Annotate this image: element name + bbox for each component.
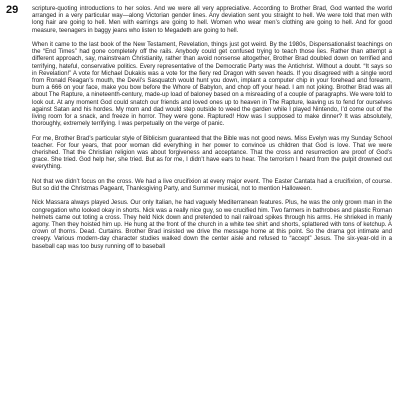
paragraph: Nick Massara always played Jesus. Our only Italian, he had vaguely Mediterranean features. Plus, he was the only grown man in the congregation who looked okay in shorts. Nick was a really nice guy, so we crucified him. Two farmers in bathrobes and plastic Roman helmets came out toting a cross. They held Nick down and pretended to nail railroad spikes through his arms. He shrieked in manly agony. Then they hoisted him up. He hung at the front of the church in a white tee shirt and shorts, splattered with tons of ketchup. A crown of thorns. Dead. Curtains. Brother Brad insisted we drive the message home at this point. So the drama got intimate and creepy. Various modern-day character studies walked down the center aisle and refused to “accept” Jesus. The six-year-old in a baseball cap was too busy running off to baseball	[32, 199, 392, 250]
paragraph: For me, Brother Brad’s particular style of Biblicism guaranteed that the Bible was not good news. Miss Evelyn was my Sunday School teacher. For four years, that poor woman did everything in her power to convince us children that God is love. That we were cherished. That the Christian religion was about forgiveness and acceptance. That the cross and resurrection are proof of God’s grace. She tried. God help her, she tried. But as for me, I didn’t have ears to hear. The terrorism I heard from the pulpit drowned out everything.	[32, 134, 392, 171]
page-number: 29	[6, 4, 19, 16]
page-body	[32, 5, 392, 257]
paragraph: scripture-quoting introductions to her solos. And we were all very appreciative. According to Brother Brad, God wanted the world arranged in a very particular way—along Victorian gender lines. Any deviation sent you straight to hell. We were told that men with long hair are going to hell. Men with earrings are going to hell. Women who wear men’s clothing are going to hell. And for good measure, teenagers in baggy jeans who listen to Megadeth are going to hell.	[32, 5, 392, 34]
paragraph: When it came to the last book of the New Testament, Revelation, things just got weird. By the 1980s, Dispensationalist teachings on the “End Times” had gone completely off the rails. Anybody could get confused trying to teach those lies. Rather than attempt a different approach, say, mainstream Christianity, rather than avoid nonsense altogether, Brother Brad doubled down on terrified and terrifying, hateful, conservative politics. Every representative of the Democratic Party was the Antichrist. Without a doubt. “It says so in Revelation!” A vote for Michael Dukakis was a vote for the fiery red Dragon with seven heads. If you disagreed with a single word from Ronald Reagan’s mouth, the Devil’s Sasquatch would hunt you down, implant a computer chip in your forehead and forearm, burn a 666 on your face, make you bow before the Whore of Babylon, and chop off your head. I am not joking. Brother Brad was all about The Rapture, a nineteenth-century, made-up load of baloney based on a misreading of a couple of paragraphs. We were told to look out. At any moment God could snatch our friends and loved ones up to heaven in The Rapture, leaving us to fend for ourselves against Satan and his hordes. My mom and dad would step outside to weed the garden while I played Nintendo, I’d come out of the living room for a snack, and freeze in horror. They were gone. Raptured! How was I supposed to make dinner? It was absolutely, thoroughly, extremely terrifying. I was perpetually on the verge of panic.	[32, 41, 392, 128]
paragraph: Not that we didn’t focus on the cross. We had a live crucifixion at every major event. The Easter Cantata had a crucifixion, of course. But so did the Christmas Pageant, Thanksgiving Party, and Summer musical, not to mention Halloween.	[32, 177, 392, 193]
